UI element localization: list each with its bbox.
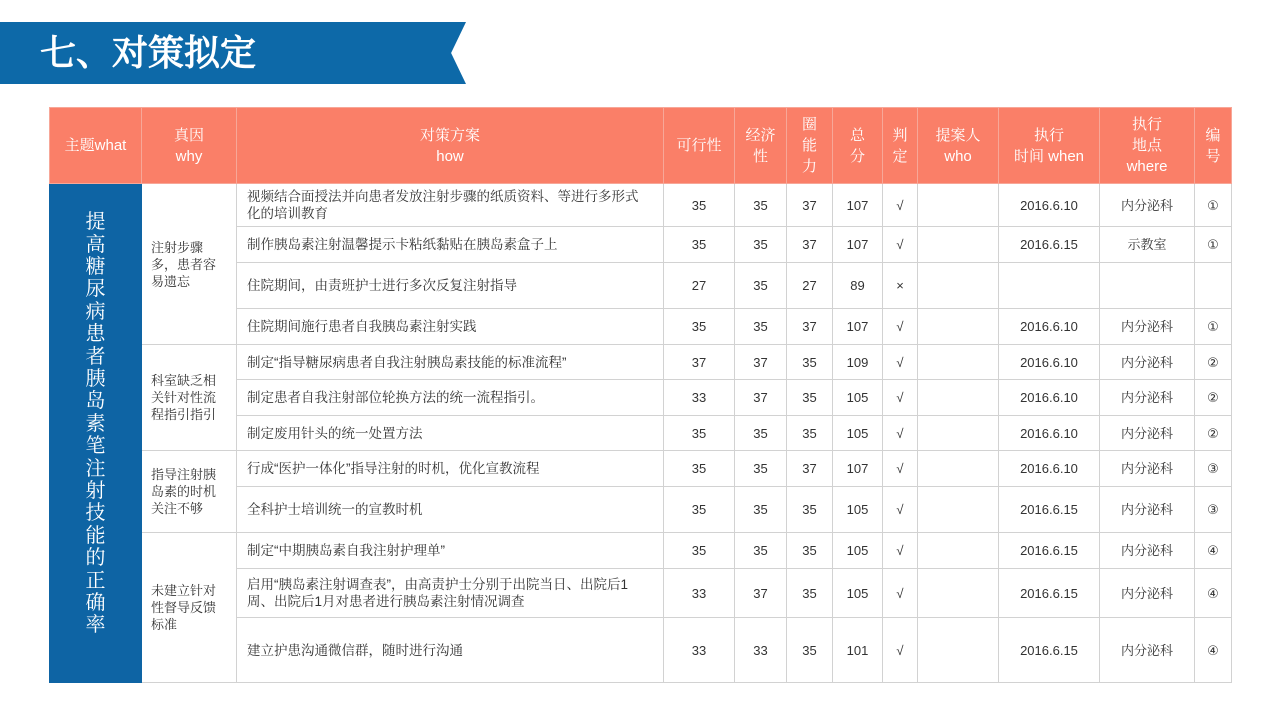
header-number <box>1195 108 1232 184</box>
header-what-line: 主题what <box>64 137 127 154</box>
header-who-line: 提案人 <box>935 126 981 144</box>
total-score-cell: 105 <box>833 569 883 618</box>
header-where-line: 执行 <box>1131 116 1162 133</box>
exec-place-cell: 内分泌科 <box>1100 618 1195 683</box>
ability-cell: 35 <box>787 618 833 683</box>
verdict-cell: √ <box>883 487 918 533</box>
economy-cell: 37 <box>735 569 787 618</box>
ability-cell: 37 <box>787 451 833 487</box>
table-row <box>50 345 1232 380</box>
header-where-line: 地点 <box>1131 137 1162 154</box>
ability-cell: 35 <box>787 533 833 569</box>
feasibility-cell: 33 <box>664 569 735 618</box>
number-cell: ③ <box>1195 451 1232 487</box>
header-where <box>1100 108 1195 184</box>
header-verdict <box>883 108 918 184</box>
economy-cell: 37 <box>735 380 787 416</box>
header-economy-line: 经济 <box>745 126 776 144</box>
feasibility-cell: 33 <box>664 618 735 683</box>
exec-time-cell: 2016.6.10 <box>999 451 1100 487</box>
header-feasibility <box>664 108 735 184</box>
proposer-cell <box>918 618 999 683</box>
exec-time-cell: 2016.6.15 <box>999 487 1100 533</box>
exec-place-cell: 内分泌科 <box>1100 345 1195 380</box>
economy-cell: 35 <box>735 533 787 569</box>
total-score-cell: 105 <box>833 533 883 569</box>
feasibility-cell: 37 <box>664 345 735 380</box>
header-row <box>50 108 1232 184</box>
verdict-cell: √ <box>883 380 918 416</box>
header-feasibility-line: 可行性 <box>676 137 722 154</box>
header-how-line: how <box>436 147 464 165</box>
ability-cell: 35 <box>787 416 833 451</box>
economy-cell: 35 <box>735 487 787 533</box>
total-score-cell: 105 <box>833 487 883 533</box>
exec-time-cell <box>999 263 1100 309</box>
header-what <box>50 108 142 184</box>
total-score-cell: 105 <box>833 416 883 451</box>
header-ability-line: 圈 <box>801 116 817 133</box>
economy-cell: 33 <box>735 618 787 683</box>
proposer-cell <box>918 416 999 451</box>
feasibility-cell: 35 <box>664 309 735 345</box>
header-ability-line: 能 <box>801 137 817 154</box>
measure-cell: 制定“指导糖尿病患者自我注射胰岛素技能的标准流程” <box>237 345 664 380</box>
number-cell: ② <box>1195 345 1232 380</box>
header-total <box>833 108 883 184</box>
verdict-cell: × <box>883 263 918 309</box>
exec-place-cell: 内分泌科 <box>1100 380 1195 416</box>
header-total-line: 总 <box>849 126 865 144</box>
verdict-cell: √ <box>883 451 918 487</box>
exec-place-cell: 内分泌科 <box>1100 184 1195 227</box>
measure-cell: 住院期间施行患者自我胰岛素注射实践 <box>237 309 664 345</box>
verdict-cell: √ <box>883 569 918 618</box>
header-when-line: 执行 <box>1033 126 1064 144</box>
proposer-cell <box>918 380 999 416</box>
proposer-cell <box>918 451 999 487</box>
feasibility-cell: 35 <box>664 416 735 451</box>
ability-cell: 35 <box>787 345 833 380</box>
number-cell: ④ <box>1195 533 1232 569</box>
verdict-cell: √ <box>883 533 918 569</box>
proposer-cell <box>918 345 999 380</box>
measure-cell: 视频结合面授法并向患者发放注射步骤的纸质资料、等进行多形式化的培训教育 <box>237 184 664 227</box>
number-cell <box>1195 263 1232 309</box>
economy-cell: 35 <box>735 451 787 487</box>
measure-cell: 行成“医护一体化”指导注射的时机，优化宣教流程 <box>237 451 664 487</box>
feasibility-cell: 35 <box>664 533 735 569</box>
proposer-cell <box>918 227 999 263</box>
measure-cell: 住院期间，由责班护士进行多次反复注射指导 <box>237 263 664 309</box>
verdict-cell: √ <box>883 184 918 227</box>
verdict-cell: √ <box>883 309 918 345</box>
theme-cell <box>50 184 142 683</box>
table-row <box>50 184 1232 227</box>
table-body <box>50 184 1232 683</box>
ability-cell: 35 <box>787 380 833 416</box>
header-economy <box>735 108 787 184</box>
feasibility-cell: 33 <box>664 380 735 416</box>
header-verdict-line: 判 <box>892 126 908 144</box>
exec-time-cell: 2016.6.10 <box>999 184 1100 227</box>
exec-time-cell: 2016.6.15 <box>999 569 1100 618</box>
proposer-cell <box>918 263 999 309</box>
cause-cell: 注射步骤多，患者容易遗忘 <box>142 184 237 345</box>
proposer-cell <box>918 487 999 533</box>
exec-time-cell: 2016.6.15 <box>999 227 1100 263</box>
economy-cell: 35 <box>735 263 787 309</box>
proposer-cell <box>918 309 999 345</box>
number-cell: ① <box>1195 227 1232 263</box>
table-row <box>50 533 1232 569</box>
measure-cell: 全科护士培训统一的宣教时机 <box>237 487 664 533</box>
header-why-line: 真因 <box>173 126 204 144</box>
exec-place-cell: 内分泌科 <box>1100 487 1195 533</box>
number-cell: ③ <box>1195 487 1232 533</box>
header-number-line: 号 <box>1205 147 1221 165</box>
measure-cell: 启用“胰岛素注射调查表”，由高责护士分别于出院当日、出院后1周、出院后1月对患者进行胰岛素注射情况调查 <box>237 569 664 618</box>
measure-cell: 制定废用针头的统一处置方法 <box>237 416 664 451</box>
exec-time-cell: 2016.6.10 <box>999 380 1100 416</box>
feasibility-cell: 35 <box>664 487 735 533</box>
feasibility-cell: 27 <box>664 263 735 309</box>
measure-cell: 建立护患沟通微信群，随时进行沟通 <box>237 618 664 683</box>
header-verdict-line: 定 <box>892 147 908 165</box>
exec-time-cell: 2016.6.10 <box>999 345 1100 380</box>
number-cell: ① <box>1195 184 1232 227</box>
exec-place-cell: 示教室 <box>1100 227 1195 263</box>
header-when-line: 时间 when <box>1013 147 1085 165</box>
verdict-cell: √ <box>883 618 918 683</box>
header-ability <box>787 108 833 184</box>
header-who <box>918 108 999 184</box>
feasibility-cell: 35 <box>664 184 735 227</box>
ability-cell: 37 <box>787 309 833 345</box>
exec-place-cell: 内分泌科 <box>1100 309 1195 345</box>
economy-cell: 35 <box>735 184 787 227</box>
header-how <box>237 108 664 184</box>
measure-cell: 制作胰岛素注射温馨提示卡粘纸黏贴在胰岛素盒子上 <box>237 227 664 263</box>
exec-place-cell <box>1100 263 1195 309</box>
total-score-cell: 89 <box>833 263 883 309</box>
header-total-line: 分 <box>849 147 865 165</box>
total-score-cell: 107 <box>833 184 883 227</box>
exec-place-cell: 内分泌科 <box>1100 451 1195 487</box>
ability-cell: 27 <box>787 263 833 309</box>
measure-cell: 制定患者自我注射部位轮换方法的统一流程指引。 <box>237 380 664 416</box>
exec-time-cell: 2016.6.10 <box>999 416 1100 451</box>
feasibility-cell: 35 <box>664 451 735 487</box>
verdict-cell: √ <box>883 227 918 263</box>
feasibility-cell: 35 <box>664 227 735 263</box>
proposer-cell <box>918 184 999 227</box>
slide-title: 七、对策拟定 <box>40 32 257 73</box>
proposer-cell <box>918 533 999 569</box>
total-score-cell: 107 <box>833 227 883 263</box>
exec-time-cell: 2016.6.15 <box>999 533 1100 569</box>
economy-cell: 35 <box>735 416 787 451</box>
cause-cell: 指导注射胰岛素的时机关注不够 <box>142 451 237 533</box>
measure-cell: 制定“中期胰岛素自我注射护理单” <box>237 533 664 569</box>
cause-cell: 未建立针对性督导反馈标准 <box>142 533 237 683</box>
ability-cell: 35 <box>787 487 833 533</box>
economy-cell: 35 <box>735 227 787 263</box>
economy-cell: 35 <box>735 309 787 345</box>
header-number-line: 编 <box>1205 126 1221 144</box>
ability-cell: 35 <box>787 569 833 618</box>
total-score-cell: 107 <box>833 451 883 487</box>
number-cell: ④ <box>1195 569 1232 618</box>
header-why-line: why <box>175 147 203 165</box>
proposer-cell <box>918 569 999 618</box>
verdict-cell: √ <box>883 416 918 451</box>
countermeasure-table <box>49 107 1232 683</box>
number-cell: ④ <box>1195 618 1232 683</box>
exec-place-cell: 内分泌科 <box>1100 416 1195 451</box>
total-score-cell: 109 <box>833 345 883 380</box>
exec-place-cell: 内分泌科 <box>1100 569 1195 618</box>
theme-text: 提高糖尿病患者胰岛素笔注射技能的正确率 <box>85 211 106 637</box>
header-where-line: where <box>1126 158 1168 175</box>
ability-cell: 37 <box>787 184 833 227</box>
exec-time-cell: 2016.6.15 <box>999 618 1100 683</box>
number-cell: ② <box>1195 380 1232 416</box>
total-score-cell: 101 <box>833 618 883 683</box>
total-score-cell: 107 <box>833 309 883 345</box>
header-how-line: 对策方案 <box>419 126 480 144</box>
economy-cell: 37 <box>735 345 787 380</box>
number-cell: ① <box>1195 309 1232 345</box>
header-when <box>999 108 1100 184</box>
header-economy-line: 性 <box>752 147 768 165</box>
header-who-line: who <box>944 147 972 165</box>
total-score-cell: 105 <box>833 380 883 416</box>
header-ability-line: 力 <box>801 158 817 175</box>
ability-cell: 37 <box>787 227 833 263</box>
number-cell: ② <box>1195 416 1232 451</box>
header-why <box>142 108 237 184</box>
table-row <box>50 451 1232 487</box>
verdict-cell: √ <box>883 345 918 380</box>
exec-place-cell: 内分泌科 <box>1100 533 1195 569</box>
exec-time-cell: 2016.6.10 <box>999 309 1100 345</box>
cause-cell: 科室缺乏相关针对性流程指引指引 <box>142 345 237 451</box>
